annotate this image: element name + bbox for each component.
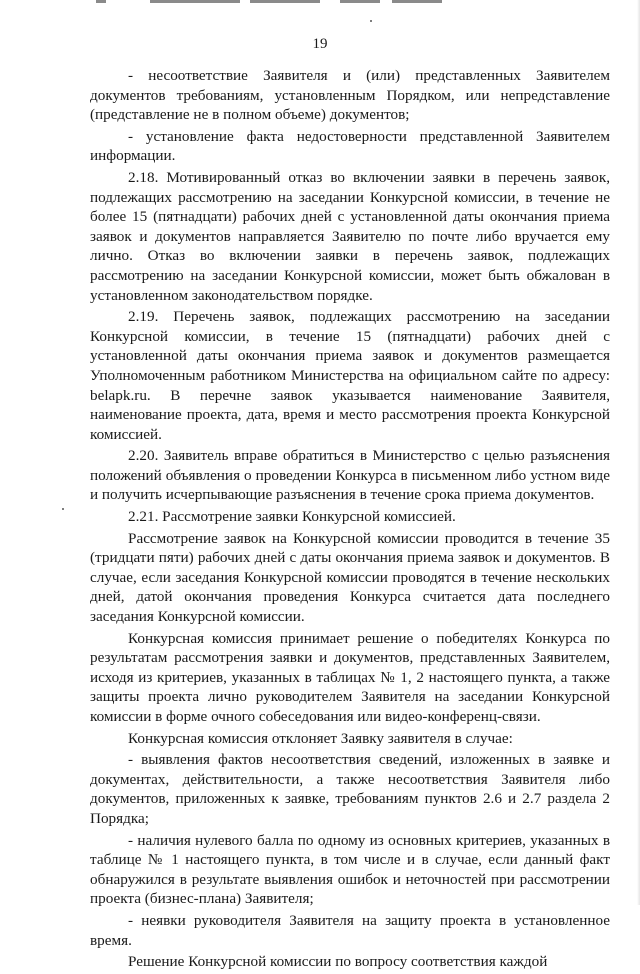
scan-artifact-top <box>0 0 640 6</box>
paragraph-rejection-intro: Конкурсная комиссия отклоняет Заявку заявителя в случае: <box>128 729 513 747</box>
paragraph-bullet-false-info: - установление факта недостоверности представленной Заявителем информации. <box>90 127 610 165</box>
paragraph-2-18: 2.18. Мотивированный отказ во включении заявки в перечень заявок, подлежащих рассмотрению на заседании Конкурсной комиссии, в течение не более 15 (пятнадцати) рабочих дней с установленной даты окончания приема заявок и документов направляется Заявителю по почте либо вручается ему лично. Отказ во включении заявки в перечень заявок, подлежащих рассмотрению на заседании Конкурсной комиссии, может быть обжалован в установленном законодательством порядке. <box>90 168 610 304</box>
paragraph-winner-decision: Конкурсная комиссия принимает решение о победителях Конкурса по результатам рассмотрения заявки и документов, представленных Заявителем, исходя из критериев, указанных в таблицах № 1, 2 настоящего пункта, а также защиты проекта лично руководителем Заявителя на заседании Конкурсной комиссии в форме очного собеседования или видео-конференц-связи. <box>90 629 610 725</box>
paragraph-review-period: Рассмотрение заявок на Конкурсной комиссии проводится в течение 35 (тридцати пяти) рабочих дней с даты окончания приема заявок и документов. В случае, если заседания Конкурсной комиссии проводятся в течение нескольких дней, датой окончания проведения Конкурса считается дата последнего заседания Конкурсной комиссии. <box>90 529 610 626</box>
paragraph-bullet-noncompliance: - несоответствие Заявителя и (или) представленных Заявителем документов требованиям, установленным Порядком, или непредставление (представление не в полном объеме) документов; <box>90 67 610 124</box>
paragraph-bullet-discrepancy: - выявления фактов несоответствия сведений, изложенных в заявке и документах, действительности, а также несоответствия Заявителя либо документов, приложенных к заявке, требованиям пунктов 2.6 и 2.7 раздела 2 Порядка; <box>90 751 610 827</box>
scan-speck <box>62 508 64 510</box>
paragraph-2-20: 2.20. Заявитель вправе обратиться в Министерство с целью разъяснения положений объявления о проведении Конкурса в письменном либо устном виде и получить исчерпывающие разъяснения в течение срока приема документов. <box>90 447 610 504</box>
document-body <box>90 66 610 974</box>
paragraph-2-21: 2.21. Рассмотрение заявки Конкурсной комиссией. <box>128 508 456 526</box>
paragraph-2-19: 2.19. Перечень заявок, подлежащих рассмотрению на заседании Конкурсной комиссии, в течение 15 (пятнадцати) рабочих дней с установленной даты окончания приема заявок и документов размещается Уполномоченным работником Министерства на официальном сайте по адресу: belapk.ru. В перечне заявок указывается наименование Заявителя, наименование проекта, дата, время и место рассмотрения проекта Конкурсной комиссией. <box>90 308 610 443</box>
scan-speck <box>370 20 372 22</box>
page-number: 19 <box>312 36 328 52</box>
paragraph-bullet-zero-score: - наличия нулевого балла по одному из основных критериев, указанных в таблице № 1 настоящего пункта, в том числе и в случае, если данный факт обнаружился в результате выявления ошибок и неточностей при рассмотрении проекта (бизнес-плана) Заявителя; <box>90 831 610 908</box>
paragraph-bullet-no-show: - неявки руководителя Заявителя на защиту проекта в установленное время. <box>90 911 610 949</box>
paragraph-decision-continued: Решение Конкурсной комиссии по вопросу соответствия каждой <box>128 953 548 971</box>
